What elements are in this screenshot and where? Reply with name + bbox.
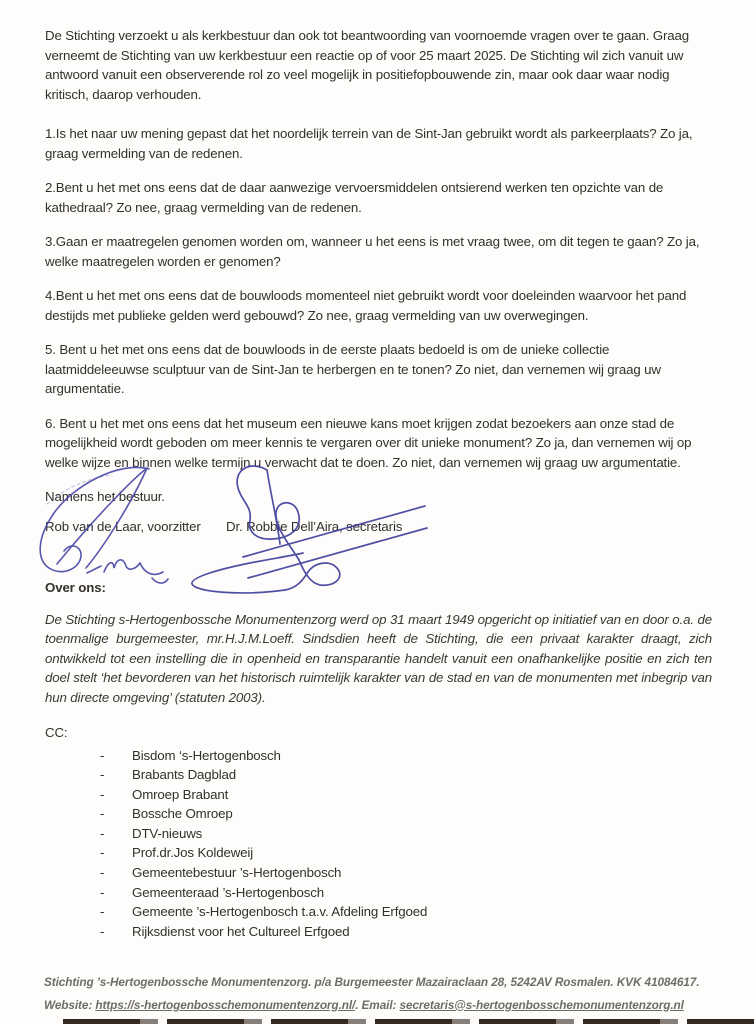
scan-edge-artifact	[54, 1019, 754, 1024]
cc-bullet: -	[100, 904, 105, 920]
cc-item-label: Prof.dr.Jos Koldeweij	[132, 845, 254, 861]
cc-heading: CC:	[45, 725, 68, 740]
footer-line2	[44, 994, 718, 1017]
footer-website-label: Website:	[44, 997, 93, 1012]
cc-item-label: Rijksdienst voor het Cultureel Erfgoed	[132, 923, 350, 939]
cc-item	[45, 824, 712, 844]
cc-item-label: DTV-nieuws	[132, 825, 203, 841]
cc-item	[45, 785, 712, 805]
cc-item-label: Gemeentebestuur ’s-Hertogenbosch	[132, 865, 342, 881]
cc-item-label: Bossche Omroep	[132, 806, 233, 822]
cc-item-label: Brabants Dagblad	[132, 767, 237, 783]
cc-item	[45, 765, 712, 785]
cc-item-label: Gemeenteraad ’s-Hertogenbosch	[132, 884, 325, 900]
signatory-left-label: Rob van de Laar, voorzitter	[45, 518, 201, 534]
cc-item-label: Bisdom ‘s-Hertogenbosch	[132, 747, 281, 763]
questions-list	[45, 124, 712, 472]
cc-item	[45, 804, 712, 824]
footer-line1: Stichting ’s-Hertogenbossche Monumentenzorg. p/a Burgemeester Mazairaclaan 28, 5242AV Rosmalen. KVK 41084617.	[44, 975, 700, 989]
cc-bullet: -	[100, 865, 105, 881]
cc-item	[45, 863, 712, 883]
intro-paragraph: De Stichting verzoekt u als kerkbestuur dan ook tot beantwoording van voornoemde vragen over te gaan. Graag verneemt de Stichting van uw kerkbestuur een reactie op of voor 25 maart 2025. De Stichting wil zich vanuit uw antwoord vanuit een observerende rol zo veel mogelijk in positiefopbouwende zin, maar ook daar waar nodig kritisch, daarop verhouden.	[45, 28, 690, 102]
footer-website-link[interactable]: https://s-hertogenbosschemonumentenzorg.nl/	[95, 997, 356, 1012]
question-paragraph: 3.Gaan er maatregelen genomen worden om, wanneer u het eens is met vraag twee, om dit tegen te gaan? Zo ja, welke maatregelen worden er genomen?	[45, 234, 700, 269]
question-paragraph: 4.Bent u het met ons eens dat de bouwloods momenteel niet gebruikt wordt voor doeleinden waarvoor het pand destijds met publieke gelden werd gebouwd? Zo nee, graag vermelding van uw overwegingen.	[45, 288, 687, 323]
cc-bullet: -	[100, 747, 105, 763]
question-paragraph: 2.Bent u het met ons eens dat de daar aanwezige vervoersmiddelen ontsierend werken ten opzichte van de kathedraal? Zo nee, graag vermelding van de redenen.	[45, 180, 664, 215]
cc-item	[45, 902, 712, 922]
cc-bullet: -	[100, 923, 105, 939]
footer	[44, 971, 718, 1016]
footer-email-link[interactable]: secretaris@s-hertogenbosschemonumentenzorg.nl	[399, 997, 684, 1012]
about-heading: Over ons:	[45, 580, 106, 595]
letter-body	[45, 26, 712, 941]
cc-item-label: Omroep Brabant	[132, 786, 229, 802]
cc-bullet: -	[100, 825, 105, 841]
cc-bullet: -	[100, 786, 105, 802]
question-paragraph: 6. Bent u het met ons eens dat het museum een nieuwe kans moet krijgen zodat bezoekers aan onze stad de mogelijkheid wordt geboden om meer kennis te vergaren over dit unieke monument? Zo ja, dan vernemen wij op welke wijze en binnen welke termijn u verwacht dat te doen. Zo niet, dan vernemen wij graag uw argumentatie.	[45, 415, 692, 470]
signatory-right-label: Dr. Robbie Dell’Aira, secretaris	[226, 518, 403, 534]
question-paragraph: 1.Is het naar uw mening gepast dat het noordelijk terrein van de Sint-Jan gebruikt wordt als parkeerplaats? Zo ja, graag vermelding van de redenen.	[45, 126, 693, 161]
about-paragraph: De Stichting s-Hertogenbossche Monumentenzorg werd op 31 maart 1949 opgericht op initiatief van en door o.a. de toenmalige burgemeester, mr.H.J.M.Loeff. Sindsdien heeft de Stichting, die een privaat karakter draagt, zich ontwikkeld tot een instelling die in openheid en transparantie handelt vanuit een onafhankelijke positie en zich ten doel stelt ‘het bevorderen van het historisch ruimtelijk karakter van de stad en van de monumenten met inbegrip van hun directe omgeving’ (statuten 2003).	[45, 611, 712, 705]
cc-item-label: Gemeente ’s-Hertogenbosch t.a.v. Afdeling Erfgoed	[132, 904, 428, 920]
cc-list	[45, 746, 712, 942]
cc-item	[45, 746, 712, 766]
signatories-row	[45, 517, 712, 537]
question-paragraph: 5. Bent u het met ons eens dat de bouwloods in de eerste plaats bedoeld is om de unieke collectie laatmiddeleeuwse sculptuur van de Sint-Jan te herbergen en te tonen? Zo niet, dan vernemen wij graag uw argumentatie.	[45, 342, 661, 396]
cc-bullet: -	[100, 845, 105, 861]
cc-item	[45, 843, 712, 863]
cc-bullet: -	[100, 884, 105, 900]
footer-separator: . Email:	[355, 997, 397, 1012]
signature-area	[45, 536, 712, 578]
cc-item	[45, 922, 712, 942]
cc-item	[45, 883, 712, 903]
cc-bullet: -	[100, 767, 105, 783]
closing-line: Namens het bestuur.	[45, 489, 165, 504]
cc-bullet: -	[100, 806, 105, 822]
